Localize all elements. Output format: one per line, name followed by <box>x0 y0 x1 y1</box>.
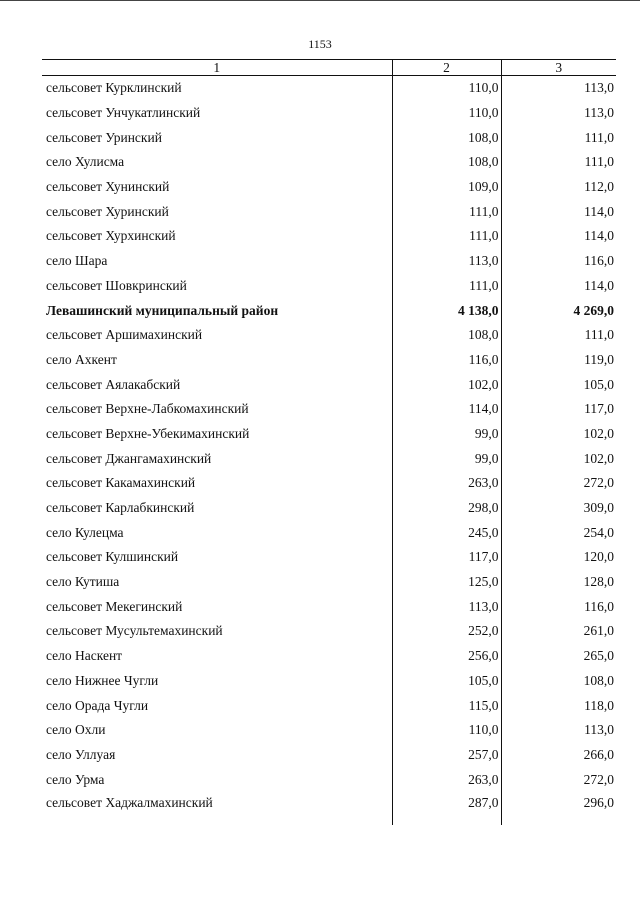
cell-name: сельсовет Мекегинский <box>46 598 183 614</box>
table-row <box>42 446 616 471</box>
cell-value-col2: 287,0 <box>392 792 501 825</box>
cell-value-col2: 109,0 <box>392 175 501 200</box>
cell-value-col2: 256,0 <box>392 644 501 669</box>
table-row <box>42 545 616 570</box>
table-row <box>42 594 616 619</box>
cell-value-col3: 114,0 <box>501 274 616 299</box>
cell-value-col3: 309,0 <box>501 496 616 521</box>
table-row <box>42 150 616 175</box>
header-row <box>42 60 616 76</box>
cell-name: сельсовет Кулшинский <box>46 549 179 565</box>
cell-value-col2: 252,0 <box>392 619 501 644</box>
cell-value-col3: 114,0 <box>501 199 616 224</box>
cell-name: село Орада Чугли <box>46 697 149 713</box>
cell-name: село Хулисма <box>46 154 125 170</box>
cell-name: сельсовет Какамахинский <box>46 475 196 491</box>
table-row <box>42 348 616 373</box>
cell-name: сельсовет Аялакабский <box>46 376 181 392</box>
cell-value-col3: 272,0 <box>501 471 616 496</box>
cell-value-col2: 257,0 <box>392 743 501 768</box>
cell-value-col3: 111,0 <box>501 125 616 150</box>
table-row <box>42 792 616 825</box>
cell-name: сельсовет Хунинский <box>46 179 170 195</box>
cell-name: сельсовет Хаджалмахинский <box>46 794 213 810</box>
table-row <box>42 224 616 249</box>
table-row <box>42 199 616 224</box>
cell-value-col2: 113,0 <box>392 594 501 619</box>
cell-name: село Кутиша <box>46 574 120 590</box>
table-row <box>42 644 616 669</box>
cell-value-col2: 99,0 <box>392 422 501 447</box>
table-row <box>42 619 616 644</box>
cell-value-col2: 102,0 <box>392 372 501 397</box>
cell-name: сельсовет Джангамахинский <box>46 450 212 466</box>
cell-value-col3: 118,0 <box>501 693 616 718</box>
cell-name: сельсовет Шовкринский <box>46 277 187 293</box>
cell-name: сельсовет Аршимахинский <box>46 327 203 343</box>
table-header <box>42 60 616 76</box>
cell-value-col3: 265,0 <box>501 644 616 669</box>
table-row <box>42 422 616 447</box>
cell-value-col2: 263,0 <box>392 767 501 792</box>
cell-value-col3: 120,0 <box>501 545 616 570</box>
table-row <box>42 372 616 397</box>
cell-value-col2: 110,0 <box>392 101 501 126</box>
table-row <box>42 743 616 768</box>
table-row <box>42 274 616 299</box>
cell-name: сельсовет Уринский <box>46 129 162 145</box>
cell-value-col3: 113,0 <box>501 76 616 101</box>
cell-name: село Урма <box>46 771 105 787</box>
cell-name: село Охли <box>46 722 106 738</box>
table-row <box>42 175 616 200</box>
cell-value-col2: 111,0 <box>392 274 501 299</box>
cell-value-col3: 296,0 <box>501 792 616 825</box>
table-row <box>42 323 616 348</box>
cell-value-col3: 108,0 <box>501 669 616 694</box>
cell-value-col3: 102,0 <box>501 446 616 471</box>
cell-value-col2: 4 138,0 <box>392 298 501 323</box>
top-rule <box>0 0 640 1</box>
cell-value-col3: 113,0 <box>501 101 616 126</box>
cell-name: село Шара <box>46 253 108 269</box>
cell-value-col2: 99,0 <box>392 446 501 471</box>
cell-value-col2: 263,0 <box>392 471 501 496</box>
table-row <box>42 520 616 545</box>
table-row <box>42 471 616 496</box>
cell-value-col2: 111,0 <box>392 199 501 224</box>
cell-value-col3: 266,0 <box>501 743 616 768</box>
data-table <box>42 59 616 825</box>
table-body <box>42 76 616 825</box>
cell-value-col3: 111,0 <box>501 323 616 348</box>
cell-value-col3: 128,0 <box>501 570 616 595</box>
cell-value-col3: 119,0 <box>501 348 616 373</box>
table-row <box>42 397 616 422</box>
column-header-3: 3 <box>501 60 616 76</box>
cell-name: сельсовет Верхне-Лабкомахинский <box>46 401 249 417</box>
cell-value-col2: 108,0 <box>392 323 501 348</box>
cell-name: село Наскент <box>46 648 123 664</box>
cell-value-col2: 105,0 <box>392 669 501 694</box>
cell-name: сельсовет Курклинский <box>46 80 182 96</box>
cell-value-col3: 102,0 <box>501 422 616 447</box>
cell-value-col3: 272,0 <box>501 767 616 792</box>
table-row <box>42 249 616 274</box>
cell-value-col2: 245,0 <box>392 520 501 545</box>
cell-value-col2: 110,0 <box>392 76 501 101</box>
cell-value-col3: 116,0 <box>501 249 616 274</box>
cell-name: село Кулецма <box>46 524 124 540</box>
cell-value-col2: 117,0 <box>392 545 501 570</box>
cell-value-col3: 116,0 <box>501 594 616 619</box>
cell-name: сельсовет Хурхинский <box>46 228 176 244</box>
cell-value-col2: 113,0 <box>392 249 501 274</box>
cell-name: село Ахкент <box>46 351 117 367</box>
table-row <box>42 125 616 150</box>
table-row <box>42 76 616 101</box>
table-row-district <box>42 298 616 323</box>
cell-value-col2: 298,0 <box>392 496 501 521</box>
column-header-1: 1 <box>42 60 392 76</box>
page-number: 1153 <box>308 37 332 51</box>
table-row <box>42 718 616 743</box>
cell-value-col3: 114,0 <box>501 224 616 249</box>
cell-name: сельсовет Верхне-Убекимахинский <box>46 425 250 441</box>
cell-value-col3: 105,0 <box>501 372 616 397</box>
cell-name: сельсовет Карлабкинский <box>46 500 195 516</box>
cell-name: село Уллуая <box>46 746 116 762</box>
cell-value-col3: 112,0 <box>501 175 616 200</box>
table-row <box>42 669 616 694</box>
cell-value-col3: 261,0 <box>501 619 616 644</box>
table-row <box>42 101 616 126</box>
cell-name: Левашинский муниципальный район <box>46 302 279 318</box>
table-row <box>42 693 616 718</box>
cell-value-col3: 117,0 <box>501 397 616 422</box>
cell-value-col2: 125,0 <box>392 570 501 595</box>
table-row <box>42 496 616 521</box>
cell-value-col2: 116,0 <box>392 348 501 373</box>
cell-name: сельсовет Унчукатлинский <box>46 105 201 121</box>
cell-value-col2: 108,0 <box>392 125 501 150</box>
cell-name: село Нижнее Чугли <box>46 672 159 688</box>
cell-value-col2: 114,0 <box>392 397 501 422</box>
cell-name: сельсовет Мусультемахинский <box>46 623 223 639</box>
cell-value-col2: 111,0 <box>392 224 501 249</box>
cell-value-col2: 115,0 <box>392 693 501 718</box>
cell-value-col3: 113,0 <box>501 718 616 743</box>
table-row <box>42 570 616 595</box>
cell-value-col2: 108,0 <box>392 150 501 175</box>
table-row <box>42 767 616 792</box>
cell-value-col3: 254,0 <box>501 520 616 545</box>
cell-name: сельсовет Хуринский <box>46 203 169 219</box>
cell-value-col3: 4 269,0 <box>501 298 616 323</box>
column-header-2: 2 <box>392 60 501 76</box>
cell-value-col2: 110,0 <box>392 718 501 743</box>
cell-value-col3: 111,0 <box>501 150 616 175</box>
